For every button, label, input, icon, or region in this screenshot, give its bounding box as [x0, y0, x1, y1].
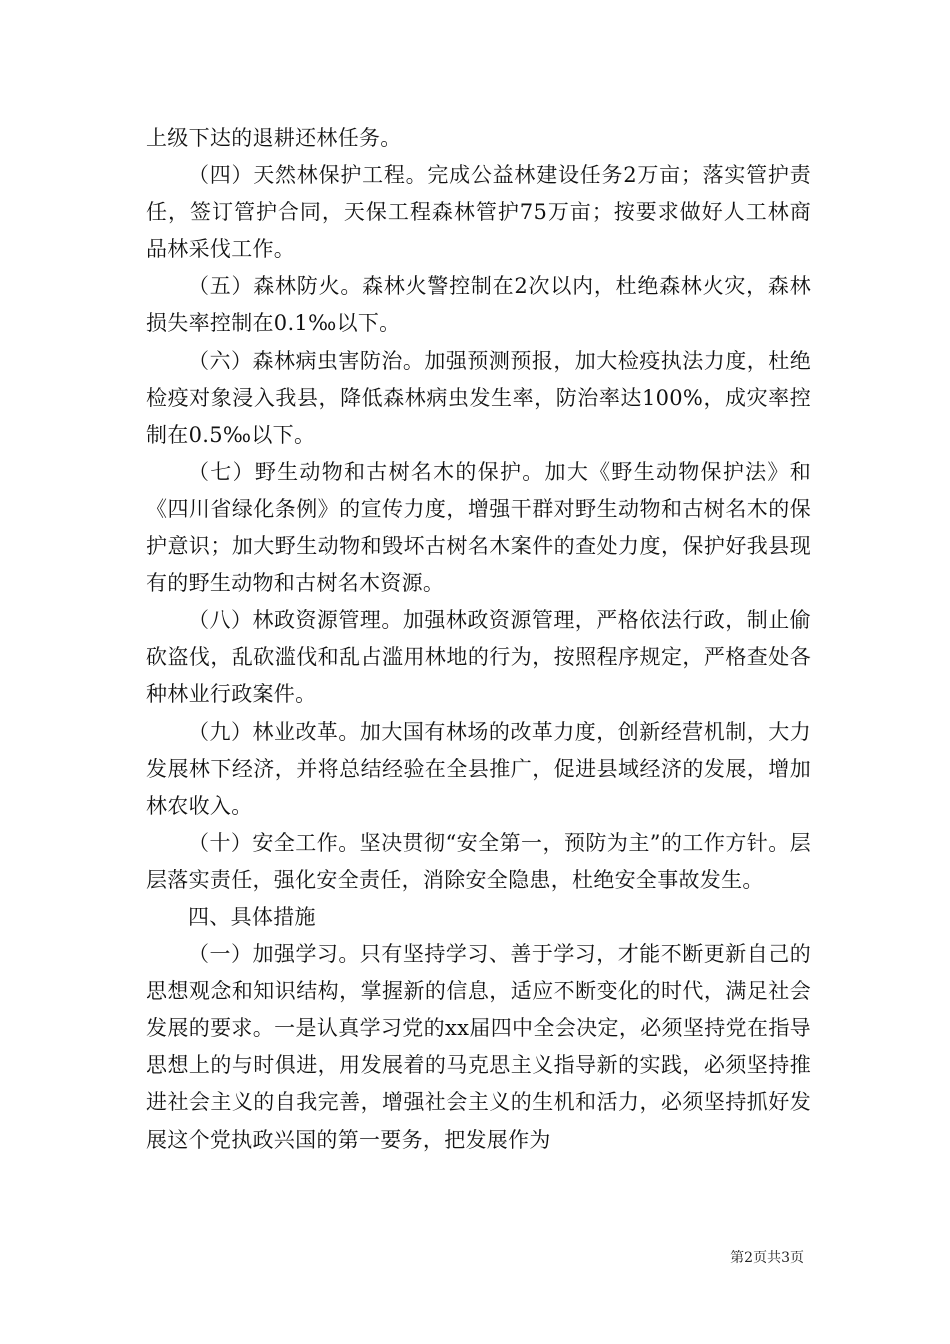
paragraph-item-8: （八）林政资源管理。加强林政资源管理，严格依法行政，制止偷砍盗伐，乱砍滥伐和乱占滥用林地的行为，按照程序规定，严格查处各种林业行政案件。	[146, 608, 811, 707]
paragraph-measure-1: （一）加强学习。只有坚持学习、善于学习，才能不断更新自己的思想观念和知识结构，掌握新的信息，适应不断变化的时代，满足社会发展的要求。一是认真学习党的xx届四中全会决定，必须坚持党在指导思想上的与时俱进，用发展着的马克思主义指导新的实践，必须坚持推进社会主义的自我完善，增强社会主义的生机和活力，必须坚持抓好发展这个党执政兴国的第一要务，把发展作为	[146, 942, 811, 1152]
paragraph-item-5: （五）森林防火。森林火警控制在2次以内，杜绝森林火灾，森林损失率控制在0.1‰以下。	[146, 274, 811, 336]
paragraph-item-10: （十）安全工作。坚决贯彻“安全第一，预防为主”的工作方针。层层落实责任，强化安全责任，消除安全隐患，杜绝安全事故发生。	[146, 830, 811, 892]
document-body	[146, 120, 811, 1159]
section-heading: 四、具体措施	[188, 904, 316, 929]
paragraph-item-7: （七）野生动物和古树名木的保护。加大《野生动物保护法》和《四川省绿化条例》的宣传力度，增强干群对野生动物和古树名木的保护意识；加大野生动物和毁坏古树名木案件的查处力度，保护好我县现有的野生动物和古树名木资源。	[146, 459, 811, 596]
paragraph-item-4: （四）天然林保护工程。完成公益林建设任务2万亩；落实管护责任，签订管护合同，天保工程森林管护75万亩；按要求做好人工林商品林采伐工作。	[146, 163, 811, 262]
paragraph-item-6: （六）森林病虫害防治。加强预测预报，加大检疫执法力度，杜绝检疫对象浸入我县，降低森林病虫发生率，防治率达100%，成灾率控制在0.5‰以下。	[146, 348, 811, 447]
paragraph-item-9: （九）林业改革。加大国有林场的改革力度，创新经营机制，大力发展林下经济，并将总结经验在全县推广，促进县域经济的发展，增加林农收入。	[146, 719, 811, 818]
paragraph-continuation: 上级下达的退耕还林任务。	[146, 126, 402, 150]
page-number: 第2页共3页	[730, 1250, 804, 1266]
